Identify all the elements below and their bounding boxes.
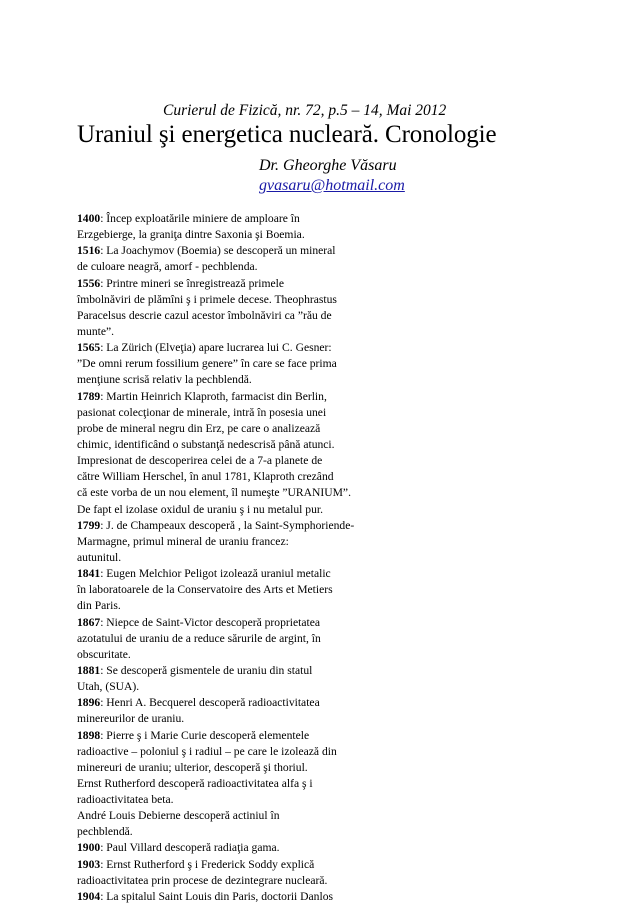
entry-year: 1903 xyxy=(77,857,101,871)
entry-text: menţiune scrisă relativ la pechblendă. xyxy=(77,373,252,387)
entry-text: radioactive – poloniul ş i radiul – pe care le izolează din xyxy=(77,744,337,758)
document-title: Uraniul şi energetica nucleară. Cronologie xyxy=(77,121,497,148)
chronology-entry-line xyxy=(77,211,397,227)
entry-text: azotatului de uraniu de a reduce sărurile de argint, în xyxy=(77,631,321,645)
chronology-entry-line xyxy=(77,276,397,292)
chronology-continuation-line xyxy=(77,631,397,647)
entry-year: 1789 xyxy=(77,389,101,403)
entry-text: autunitul. xyxy=(77,550,122,564)
chronology-continuation-line xyxy=(77,824,397,840)
chronology-continuation-line xyxy=(77,582,397,598)
entry-text: André Louis Debierne descoperă actiniul în xyxy=(77,809,280,823)
entry-year: 1904 xyxy=(77,889,101,903)
chronology-continuation-line xyxy=(77,760,397,776)
chronology-body xyxy=(77,211,397,905)
chronology-continuation-line xyxy=(77,744,397,760)
entry-text: minereurilor de uraniu. xyxy=(77,712,185,726)
chronology-entry-line xyxy=(77,340,397,356)
chronology-continuation-line xyxy=(77,421,397,437)
chronology-continuation-line xyxy=(77,550,397,566)
entry-text: : Henri A. Becquerel descoperă radioactivitatea xyxy=(100,696,320,710)
entry-text: : Pierre ş i Marie Curie descoperă elementele xyxy=(100,728,310,742)
chronology-entry-line xyxy=(77,615,397,631)
author-name: Dr. Gheorghe Văsaru xyxy=(259,157,397,174)
chronology-continuation-line xyxy=(77,437,397,453)
entry-text: : Ernst Rutherford ş i Frederick Soddy explică xyxy=(100,857,315,871)
chronology-continuation-line xyxy=(77,808,397,824)
chronology-continuation-line xyxy=(77,534,397,550)
chronology-continuation-line xyxy=(77,792,397,808)
entry-text: : Printre mineri se înregistrează primele xyxy=(100,276,285,290)
author-email-link[interactable]: gvasaru@hotmail.com xyxy=(259,177,405,194)
chronology-continuation-line xyxy=(77,356,397,372)
entry-year: 1900 xyxy=(77,841,101,855)
chronology-continuation-line xyxy=(77,776,397,792)
entry-text: în laboratoarele de la Conservatoire des Arts et Metiers xyxy=(77,583,333,597)
chronology-continuation-line xyxy=(77,598,397,614)
chronology-continuation-line xyxy=(77,647,397,663)
entry-text: munte”. xyxy=(77,324,115,338)
entry-text: chimic, identificând o substanţă nedescrisă până atunci. xyxy=(77,437,335,451)
chronology-continuation-line xyxy=(77,405,397,421)
entry-text: : Niepce de Saint-Victor descoperă proprietatea xyxy=(100,615,320,629)
entry-text: pechblendă. xyxy=(77,825,133,839)
chronology-entry-line xyxy=(77,663,397,679)
chronology-entry-line xyxy=(77,857,397,873)
entry-year: 1799 xyxy=(77,518,101,532)
entry-text: probe de mineral negru din Erz, pe care o analizează xyxy=(77,421,321,435)
entry-text: : Încep exploatările miniere de amploare în xyxy=(100,212,300,225)
entry-text: radioactivitatea prin procese de dezintegrare nucleară. xyxy=(77,873,328,887)
entry-year: 1841 xyxy=(77,567,101,581)
entry-text: : J. de Champeaux descoperă , la Saint-Symphoriende- xyxy=(100,518,355,532)
entry-year: 1516 xyxy=(77,244,101,258)
chronology-continuation-line xyxy=(77,711,397,727)
entry-text: : Martin Heinrich Klaproth, farmacist din Berlin, xyxy=(100,389,327,403)
entry-text: din Paris. xyxy=(77,599,121,613)
chronology-continuation-line xyxy=(77,679,397,695)
entry-text: Marmagne, primul mineral de uraniu francez: xyxy=(77,534,289,548)
chronology-entry-line xyxy=(77,566,397,582)
entry-year: 1556 xyxy=(77,276,101,290)
entry-text: De fapt el izolase oxidul de uraniu ş i nu metalul pur. xyxy=(77,502,323,516)
entry-year: 1898 xyxy=(77,728,101,742)
entry-text: radioactivitatea beta. xyxy=(77,793,174,807)
entry-text: către William Herschel, în anul 1781, Klaproth crezând xyxy=(77,470,334,484)
entry-text: că este vorba de un nou element, îl numeşte ”URANIUM”. xyxy=(77,486,351,500)
chronology-continuation-line xyxy=(77,469,397,485)
chronology-entry-line xyxy=(77,389,397,405)
entry-year: 1400 xyxy=(77,212,101,225)
chronology-continuation-line xyxy=(77,502,397,518)
chronology-entry-line xyxy=(77,840,397,856)
entry-text: Erzgebierge, la graniţa dintre Saxonia şi Boemia. xyxy=(77,228,305,242)
chronology-continuation-line xyxy=(77,324,397,340)
entry-text: : La Zürich (Elveţia) apare lucrarea lui C. Gesner: xyxy=(100,341,332,355)
entry-year: 1881 xyxy=(77,663,101,677)
entry-text: Utah, (SUA). xyxy=(77,680,140,694)
journal-header: Curierul de Fizică, nr. 72, p.5 – 14, Mai 2012 xyxy=(163,102,447,119)
entry-text: îmbolnăviri de plămîni ş i primele decese. Theophrastus xyxy=(77,292,337,306)
entry-text: de culoare neagră, amorf - pechblenda. xyxy=(77,260,258,274)
entry-text: Impresionat de descoperirea celei de a 7-a planete de xyxy=(77,454,323,468)
entry-text: : La Joachymov (Boemia) se descoperă un mineral xyxy=(100,244,336,258)
entry-text: obscuritate. xyxy=(77,647,131,661)
chronology-entry-line xyxy=(77,695,397,711)
entry-text: minereuri de uraniu; ulterior, descoperă şi thoriul. xyxy=(77,760,308,774)
entry-text: : Paul Villard descoperă radiaţia gama. xyxy=(100,841,280,855)
chronology-entry-line xyxy=(77,518,397,534)
entry-text: : Eugen Melchior Peligot izolează uraniul metalic xyxy=(100,567,331,581)
entry-text: pasionat colecţionar de minerale, intră în posesia unei xyxy=(77,405,327,419)
entry-text: : Se descoperă gismentele de uraniu din statul xyxy=(100,663,313,677)
chronology-continuation-line xyxy=(77,308,397,324)
entry-text: Paracelsus descrie cazul acestor îmbolnăviri ca ”rău de xyxy=(77,308,332,322)
chronology-entry-line xyxy=(77,243,397,259)
entry-text: ”De omni rerum fossilium genere” în care se face prima xyxy=(77,357,337,371)
chronology-continuation-line xyxy=(77,259,397,275)
chronology-continuation-line xyxy=(77,227,397,243)
chronology-continuation-line xyxy=(77,485,397,501)
entry-year: 1565 xyxy=(77,341,101,355)
entry-year: 1867 xyxy=(77,615,101,629)
chronology-entry-line xyxy=(77,728,397,744)
chronology-continuation-line xyxy=(77,873,397,889)
chronology-continuation-line xyxy=(77,292,397,308)
entry-text: Ernst Rutherford descoperă radioactivitatea alfa ş i xyxy=(77,776,313,790)
entry-text: : La spitalul Saint Louis din Paris, doctorii Danlos xyxy=(100,889,334,903)
chronology-continuation-line xyxy=(77,453,397,469)
chronology-continuation-line xyxy=(77,372,397,388)
entry-year: 1896 xyxy=(77,696,101,710)
